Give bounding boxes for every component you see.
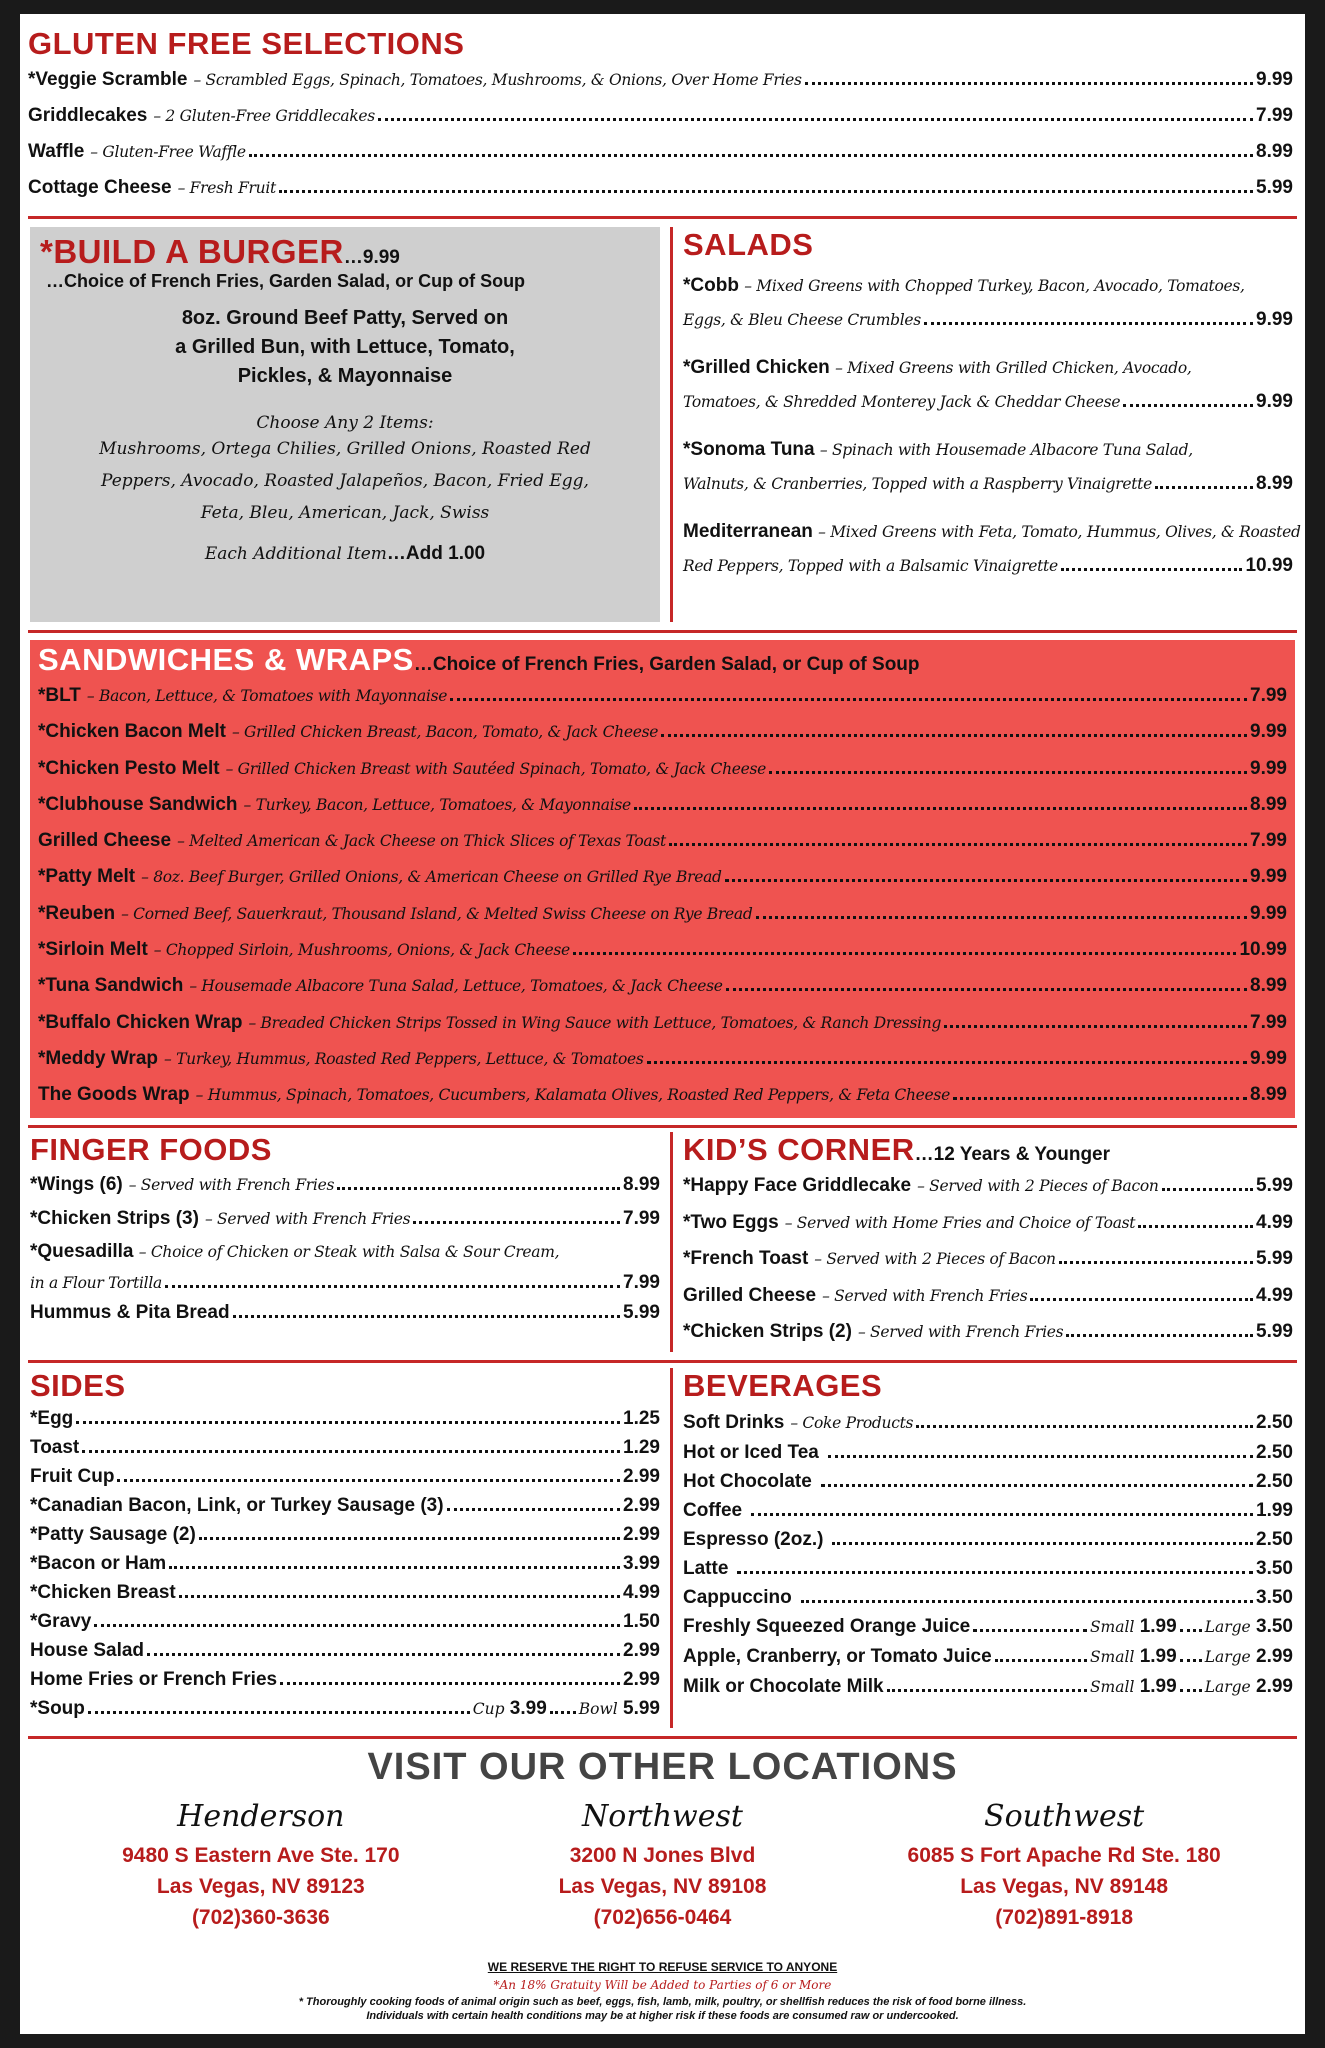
item-price: 1.99 [1256, 1500, 1293, 1521]
item-price: 8.99 [1250, 793, 1287, 815]
large-label: Large [1204, 1648, 1251, 1666]
item-price: 5.99 [1256, 177, 1293, 198]
dot-leader [669, 843, 1247, 846]
item-name: Home Fries or French Fries [30, 1669, 278, 1690]
item-description: – Gluten-Free Waffle [90, 143, 246, 161]
large-price: 2.99 [1256, 1676, 1293, 1697]
dot-leader [1180, 1629, 1202, 1632]
item-price: 2.50 [1256, 1471, 1293, 1492]
burger-price: …9.99 [343, 247, 400, 268]
menu-page [20, 14, 1305, 2034]
large-label: Large [1204, 1618, 1251, 1636]
burger-description: 8oz. Ground Beef Patty, Served on a Grilled Bun, with Lettuce, Tomato, Pickles, & Mayonnaise [175, 307, 515, 387]
item-name: *Veggie Scramble [28, 69, 188, 90]
location-city: Las Vegas, NV 89148 [960, 1875, 1169, 1898]
item-name: Cappuccino [683, 1587, 792, 1608]
burger-options: Mushrooms, Ortega Chilies, Grilled Onions, Roasted Red Peppers, Avocado, Roasted Jalapeños, Bacon, Fried Egg, Feta, Bleu, American, Jack, Swiss [99, 439, 591, 523]
item-name: *Tuna Sandwich [38, 975, 184, 997]
item-description: – Hummus, Spinach, Tomatoes, Cucumbers, Kalamata Olives, Roasted Red Peppers, & Feta Cheese [195, 1086, 950, 1105]
small-price: 1.99 [1139, 1646, 1177, 1667]
item-price: 1.50 [623, 1611, 660, 1632]
menu-item [683, 1496, 1293, 1525]
item-description: – Spinach with Housemade Albacore Tuna Salad, [819, 441, 1193, 459]
dot-leader [573, 952, 1237, 955]
menu-item [30, 1607, 660, 1636]
divider [670, 1132, 673, 1352]
sandwiches-panel [30, 640, 1295, 1118]
dot-leader [725, 879, 1247, 882]
item-price: 10.99 [1245, 555, 1293, 576]
dot-leader [726, 988, 1247, 991]
item-name: *Chicken Pesto Melt [38, 757, 220, 779]
item-price: 4.99 [1256, 1211, 1293, 1233]
divider [28, 216, 1297, 219]
item-description: – Chopped Sirloin, Mushrooms, Onions, & Jack Cheese [153, 941, 570, 960]
menu-item [683, 1438, 1293, 1467]
dot-leader [1030, 1298, 1253, 1301]
menu-item [38, 751, 1287, 787]
item-name: Hot Chocolate [683, 1471, 812, 1492]
kids-corner-section [683, 1132, 1293, 1351]
kids-subtitle: …12 Years & Younger [914, 1144, 1111, 1165]
item-name: *Chicken Strips (2) [683, 1321, 852, 1342]
divider [28, 1360, 1297, 1363]
location-city: Las Vegas, NV 89108 [558, 1875, 767, 1898]
menu-item [30, 1491, 660, 1520]
menu-item [38, 932, 1287, 968]
item-price: 1.25 [623, 1408, 660, 1429]
item-price: 8.99 [1250, 975, 1287, 997]
dot-leader [769, 771, 1247, 774]
dot-leader [661, 734, 1247, 737]
beverages-title: BEVERAGES [683, 1368, 883, 1403]
item-price: 5.99 [1256, 1248, 1293, 1269]
dot-leader [828, 1455, 1253, 1458]
gluten-free-title: GLUTEN FREE SELECTIONS [28, 26, 465, 61]
finger-foods-section [30, 1132, 660, 1328]
location-phone: (702)656-0464 [593, 1906, 732, 1929]
item-price: 3.50 [1256, 1558, 1293, 1579]
item-name: *Reuben [38, 902, 116, 924]
dot-leader [76, 1421, 620, 1424]
divider [28, 1736, 1297, 1739]
item-name: Soft Drinks [683, 1412, 785, 1433]
kids-title: KID’S CORNER [683, 1132, 915, 1167]
menu-item [683, 1554, 1293, 1583]
build-a-burger-panel [30, 227, 660, 622]
dot-leader [199, 1537, 620, 1540]
item-price: 8.99 [1256, 473, 1293, 494]
locations-title: VISIT OUR OTHER LOCATIONS [367, 1746, 958, 1788]
item-name: *Sirloin Melt [38, 939, 148, 961]
item-name: *French Toast [683, 1248, 809, 1269]
dot-leader [944, 1025, 1247, 1028]
menu-item [38, 859, 1287, 895]
item-price: 9.99 [1250, 721, 1287, 743]
item-name: *Chicken Strips (3) [30, 1208, 199, 1229]
item-price: 9.99 [1250, 902, 1287, 924]
item-name: *Buffalo Chicken Wrap [38, 1011, 243, 1033]
item-name: *Two Eggs [683, 1211, 779, 1233]
beverages-section [683, 1368, 1293, 1702]
soup-item: *Soup Cup 3.99 Bowl 5.99 [30, 1698, 660, 1719]
item-price: 2.50 [1256, 1442, 1293, 1463]
menu-item [38, 678, 1287, 714]
item-description: – Mixed Greens with Grilled Chicken, Avocado, [835, 359, 1192, 377]
item-name: *Bacon or Ham [30, 1553, 167, 1574]
item-price: 8.99 [1256, 141, 1293, 162]
dot-leader [1061, 568, 1243, 571]
item-name: Freshly Squeezed Orange Juice [683, 1616, 971, 1637]
dot-leader [995, 1659, 1087, 1662]
item-description: – Scrambled Eggs, Spinach, Tomatoes, Mushrooms, & Onions, Over Home Fries [193, 71, 802, 89]
item-description: Eggs, & Bleu Cheese Crumbles [683, 311, 921, 329]
item-name: Toast [30, 1437, 80, 1458]
location-city: Las Vegas, NV 89123 [156, 1875, 365, 1898]
menu-item [30, 1549, 660, 1578]
item-name: *Sonoma Tuna [683, 439, 815, 460]
item-description: – 8oz. Beef Burger, Grilled Onions, & American Cheese on Grilled Rye Bread [141, 868, 722, 887]
item-name: Grilled Cheese [683, 1284, 817, 1306]
item-description: – Served with Home Fries and Choice of Toast [784, 1213, 1136, 1232]
item-description: – Turkey, Hummus, Roasted Red Peppers, Lettuce, & Tomatoes [164, 1049, 644, 1068]
dot-leader [413, 1221, 620, 1224]
item-description: – Mixed Greens with Feta, Tomato, Hummus, Olives, & Roasted [818, 523, 1301, 541]
item-price: 2.99 [623, 1524, 660, 1545]
gluten-free-section [28, 26, 1293, 206]
location-street: 3200 N Jones Blvd [569, 1844, 756, 1867]
item-description: – Housemade Albacore Tuna Salad, Lettuce, Tomatoes, & Jack Cheese [189, 977, 723, 996]
menu-item [38, 896, 1287, 932]
beverages-sized-items [683, 1612, 1293, 1702]
dot-leader [953, 1097, 1247, 1100]
item-price: 9.99 [1250, 757, 1287, 779]
menu-item [28, 134, 1293, 170]
salads-section [683, 227, 1301, 597]
footer [20, 1960, 1305, 2022]
item-description: Tomatoes, & Shredded Monterey Jack & Cheddar Cheese [683, 393, 1121, 411]
item-price: 4.99 [1256, 1284, 1293, 1306]
item-name: *Patty Sausage (2) [30, 1524, 196, 1545]
sandwiches-subtitle: …Choice of French Fries, Garden Salad, or Cup of Soup [413, 654, 920, 675]
location-northwest [472, 1799, 852, 1933]
sized-beverage-item [683, 1642, 1293, 1672]
item-name: Grilled Cheese [38, 830, 172, 852]
menu-item [683, 1583, 1293, 1612]
dot-leader [1138, 1225, 1253, 1228]
item-description: – Coke Products [790, 1414, 914, 1432]
finger-foods-items [30, 1168, 660, 1236]
menu-item [30, 1578, 660, 1607]
dot-leader [801, 1600, 1253, 1603]
dot-leader [279, 190, 1253, 193]
kids-items [683, 1168, 1293, 1351]
dot-leader [737, 1571, 1253, 1574]
salad-item [683, 351, 1293, 419]
burger-title: *BUILD A BURGER [40, 233, 344, 270]
dot-leader [1180, 1689, 1202, 1692]
salads-title: SALADS [683, 227, 814, 262]
item-price: 8.99 [1250, 1084, 1287, 1106]
item-description: – Corned Beef, Sauerkraut, Thousand Island, & Melted Swiss Cheese on Rye Bread [121, 904, 753, 923]
dot-leader [169, 1566, 620, 1569]
location-phone: (702)891-8918 [995, 1906, 1134, 1929]
menu-item [38, 1005, 1287, 1041]
item-name: *Cobb [683, 275, 739, 296]
item-price: 7.99 [1250, 1011, 1287, 1033]
location-name: Northwest [582, 1799, 743, 1834]
dot-leader [1059, 1261, 1253, 1264]
item-name: Mediterranean [683, 521, 813, 542]
menu-item [683, 1525, 1293, 1554]
menu-item [683, 1241, 1293, 1278]
item-price: 5.99 [1256, 1321, 1293, 1342]
item-price: 7.99 [1256, 105, 1293, 126]
dot-leader [280, 1682, 620, 1685]
sized-beverage-item [683, 1612, 1293, 1642]
divider [670, 227, 673, 622]
item-description: – Served with French Fries [204, 1210, 411, 1228]
beverages-items [683, 1408, 1293, 1612]
small-price: 1.99 [1139, 1676, 1177, 1697]
menu-item [683, 1314, 1293, 1351]
menu-item [38, 787, 1287, 823]
menu-item [30, 1202, 660, 1236]
sides-title: SIDES [30, 1368, 126, 1403]
dot-leader [378, 118, 1253, 121]
gluten-free-items [28, 62, 1293, 206]
item-price: 10.99 [1239, 939, 1287, 961]
item-price: 9.99 [1256, 391, 1293, 412]
finger-foods-title: FINGER FOODS [30, 1132, 272, 1167]
dot-leader [117, 1479, 620, 1482]
item-description: – Served with 2 Pieces of Bacon [917, 1177, 1159, 1195]
menu-item [30, 1433, 660, 1462]
dot-leader [634, 807, 1247, 810]
item-description: – Breaded Chicken Strips Tossed in Wing Sauce with Lettuce, Tomatoes, & Ranch Dressing [248, 1013, 942, 1032]
divider [28, 1125, 1297, 1128]
salad-item [683, 515, 1301, 583]
burger-choose-label: Choose Any 2 Items: [256, 413, 434, 433]
item-name: Waffle [28, 141, 85, 162]
item-name: Coffee [683, 1500, 743, 1521]
dot-leader [1180, 1659, 1202, 1662]
item-name: House Salad [30, 1640, 145, 1661]
dot-leader [147, 1653, 620, 1656]
dot-leader [916, 1425, 1253, 1428]
gratuity-notice: *An 18% Gratuity Will be Added to Parties of 6 or More [493, 1978, 832, 1992]
quesadilla-item: *Quesadilla – Choice of Chicken or Steak with Salsa & Sour Cream, in a Flour Tortilla 7.99 [30, 1241, 660, 1293]
item-name: Milk or Chocolate Milk [683, 1676, 884, 1697]
location-phone: (702)360-3636 [191, 1906, 330, 1929]
menu-item [30, 1404, 660, 1433]
dot-leader [924, 322, 1253, 325]
menu-item [28, 98, 1293, 134]
item-name: *Canadian Bacon, Link, or Turkey Sausage (3) [30, 1495, 444, 1516]
salad-item [683, 269, 1293, 337]
menu-item [30, 1462, 660, 1491]
item-name: Cottage Cheese [28, 177, 172, 198]
menu-item [30, 1520, 660, 1549]
menu-item [38, 823, 1287, 859]
menu-item [28, 62, 1293, 98]
item-name: *Clubhouse Sandwich [38, 793, 238, 815]
locations-list [20, 1799, 1305, 1933]
menu-item [38, 1077, 1287, 1113]
item-name: *BLT [38, 685, 81, 706]
dot-leader [179, 1595, 620, 1598]
item-name: *Gravy [30, 1611, 92, 1632]
dot-leader [94, 1624, 620, 1627]
item-price: 3.50 [1256, 1587, 1293, 1608]
location-name: Southwest [984, 1799, 1145, 1834]
item-description: – Served with French Fries [822, 1286, 1028, 1305]
sides-items [30, 1404, 660, 1694]
dot-leader [1123, 404, 1253, 407]
item-price: 9.99 [1256, 309, 1293, 330]
health-warning-1: * Thoroughly cooking foods of animal origin such as beef, eggs, fish, lamb, milk, poultry, or shellfish reduces the risk of food borne illness. [298, 1996, 1027, 2008]
location-henderson [71, 1799, 451, 1933]
small-label: Small [1089, 1618, 1135, 1636]
dot-leader [1066, 1334, 1253, 1337]
item-price: 2.50 [1256, 1412, 1293, 1433]
item-name: Hot or Iced Tea [683, 1442, 819, 1463]
location-street: 9480 S Eastern Ave Ste. 170 [122, 1844, 400, 1867]
large-price: 2.99 [1256, 1646, 1293, 1667]
item-price: 7.99 [1250, 685, 1287, 706]
divider [28, 630, 1297, 633]
item-price: 9.99 [1256, 69, 1293, 90]
dot-leader [450, 698, 1247, 701]
dot-leader [82, 1450, 620, 1453]
item-price: 7.99 [623, 1208, 660, 1229]
menu-item [28, 170, 1293, 206]
menu-item [38, 714, 1287, 750]
item-price: 4.99 [623, 1582, 660, 1603]
item-description: – Served with 2 Pieces of Bacon [814, 1250, 1056, 1268]
dot-leader [1155, 486, 1253, 489]
item-description: Walnuts, & Cranberries, Topped with a Raspberry Vinaigrette [683, 475, 1152, 493]
hummus-item: Hummus & Pita Bread 5.99 [30, 1302, 660, 1323]
item-description: – Served with French Fries [128, 1176, 335, 1194]
dot-leader [337, 1187, 620, 1190]
item-description: – Fresh Fruit [177, 179, 276, 197]
dot-leader [1162, 1188, 1253, 1191]
item-description: – Turkey, Bacon, Lettuce, Tomatoes, & Mayonnaise [243, 795, 631, 814]
sized-beverage-item [683, 1672, 1293, 1702]
item-price: 2.99 [623, 1669, 660, 1690]
health-warning-2: Individuals with certain health conditions may be at higher risk if these foods are consumed raw or undercooked. [366, 2010, 959, 2022]
small-price: 1.99 [1139, 1616, 1177, 1637]
menu-item [683, 1168, 1293, 1205]
dot-leader [647, 1061, 1247, 1064]
item-name: *Wings (6) [30, 1174, 123, 1195]
location-name: Henderson [177, 1799, 345, 1834]
salads-items [683, 269, 1301, 583]
item-description: Red Peppers, Topped with a Balsamic Vinaigrette [683, 557, 1058, 575]
menu-item [683, 1205, 1293, 1242]
item-description: – Grilled Chicken Breast, Bacon, Tomato, & Jack Cheese [231, 723, 659, 742]
item-name: *Patty Melt [38, 866, 136, 888]
item-price: 7.99 [1250, 830, 1287, 852]
dot-leader [832, 1542, 1253, 1545]
item-price: 9.99 [1250, 866, 1287, 888]
locations-section [20, 1746, 1305, 1933]
sandwiches-items [38, 678, 1287, 1114]
item-price: 3.99 [623, 1553, 660, 1574]
salad-item [683, 433, 1293, 501]
item-price: 8.99 [623, 1174, 660, 1195]
item-price: 5.99 [1256, 1175, 1293, 1196]
item-description: – Served with French Fries [857, 1323, 1064, 1341]
item-price: 2.99 [623, 1466, 660, 1487]
small-label: Small [1089, 1648, 1135, 1666]
item-name: The Goods Wrap [38, 1084, 190, 1106]
item-price: 2.99 [623, 1495, 660, 1516]
item-name: *Meddy Wrap [38, 1047, 159, 1069]
item-price: 2.99 [623, 1640, 660, 1661]
menu-item [683, 1467, 1293, 1496]
location-southwest [874, 1799, 1254, 1933]
dot-leader [973, 1629, 1087, 1632]
dot-leader [821, 1484, 1253, 1487]
menu-item [30, 1168, 660, 1202]
divider [670, 1368, 673, 1728]
menu-item [30, 1636, 660, 1665]
item-name: Apple, Cranberry, or Tomato Juice [683, 1646, 992, 1667]
refuse-notice: WE RESERVE THE RIGHT TO REFUSE SERVICE TO ANYONE [487, 1960, 838, 1974]
item-price: 9.99 [1250, 1047, 1287, 1069]
menu-item [38, 968, 1287, 1004]
item-price: 1.29 [623, 1437, 660, 1458]
large-label: Large [1204, 1678, 1251, 1696]
item-name: *Happy Face Griddlecake [683, 1175, 912, 1196]
dot-leader [805, 82, 1253, 85]
menu-item [38, 1041, 1287, 1077]
location-street: 6085 S Fort Apache Rd Ste. 180 [907, 1844, 1221, 1867]
item-description: – Melted American & Jack Cheese on Thick Slices of Texas Toast [177, 832, 666, 851]
item-description: – Bacon, Lettuce, & Tomatoes with Mayonnaise [86, 687, 448, 705]
item-name: *Chicken Bacon Melt [38, 721, 226, 743]
burger-choice: …Choice of French Fries, Garden Salad, or Cup of Soup [46, 271, 526, 291]
dot-leader [756, 916, 1248, 919]
dot-leader [751, 1513, 1253, 1516]
large-price: 3.50 [1256, 1616, 1293, 1637]
menu-item [683, 1408, 1293, 1438]
item-description: – Grilled Chicken Breast with Sautéed Spinach, Tomato, & Jack Cheese [225, 759, 767, 778]
burger-additional: Each Additional Item…Add 1.00 [204, 543, 486, 564]
dot-leader [447, 1508, 620, 1511]
item-name: Latte [683, 1558, 729, 1579]
item-price: 2.50 [1256, 1529, 1293, 1550]
item-name: Fruit Cup [30, 1466, 115, 1487]
item-name: *Chicken Breast [30, 1582, 176, 1603]
item-name: *Grilled Chicken [683, 357, 830, 378]
item-name: *Egg [30, 1408, 74, 1429]
small-label: Small [1089, 1678, 1135, 1696]
item-name: Griddlecakes [28, 105, 148, 126]
item-name: Espresso (2oz.) [683, 1529, 824, 1550]
item-description: – 2 Gluten-Free Griddlecakes [153, 107, 375, 125]
sides-section [30, 1368, 660, 1724]
menu-item [683, 1278, 1293, 1315]
menu-item [30, 1665, 660, 1694]
item-description: – Mixed Greens with Chopped Turkey, Bacon, Avocado, Tomatoes, [744, 277, 1245, 295]
dot-leader [249, 154, 1253, 157]
dot-leader [887, 1689, 1087, 1692]
sandwiches-title: SANDWICHES & WRAPS [38, 642, 414, 677]
